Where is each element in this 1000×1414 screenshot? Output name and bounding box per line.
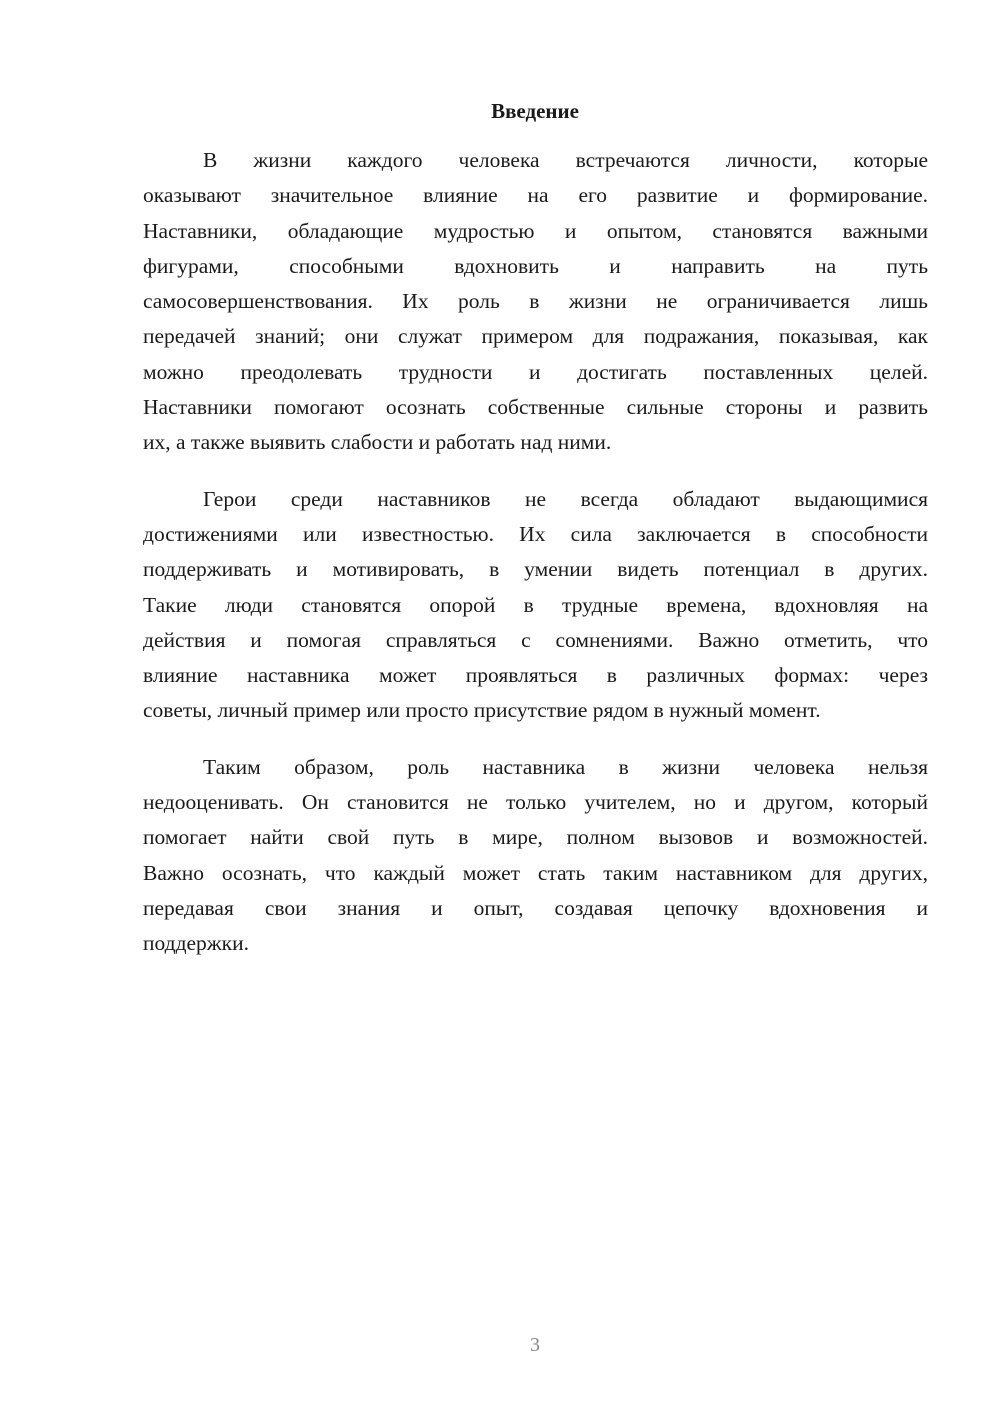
page-number: 3: [530, 1334, 540, 1356]
text-line: Наставники помогают осознать собственные сильные стороны и развить: [143, 395, 928, 420]
text-line: Такие люди становятся опорой в трудные времена, вдохновляя на: [143, 592, 928, 617]
text-line: Герои среди наставников не всегда обладают выдающимися: [203, 486, 928, 511]
text-line: поддерживать и мотивировать, в умении видеть потенциал в других.: [143, 557, 928, 582]
text-line: их, а также выявить слабости и работать над ними.: [143, 430, 612, 455]
text-line: Наставники, обладающие мудростью и опытом, становятся важными: [143, 218, 928, 243]
document-body: [143, 143, 928, 983]
text-line: фигурами, способными вдохновить и направить на путь: [143, 253, 928, 278]
text-line: передавая свои знания и опыт, создавая цепочку вдохновения и: [143, 895, 928, 920]
text-line: оказывают значительное влияние на его развитие и формирование.: [143, 183, 928, 208]
text-line: передачей знаний; они служат примером для подражания, показывая, как: [143, 324, 928, 349]
text-line: Важно осознать, что каждый может стать таким наставником для других,: [143, 860, 928, 885]
paragraph: [143, 750, 928, 962]
paragraph: [143, 143, 928, 461]
text-line: можно преодолевать трудности и достигать поставленных целей.: [143, 359, 928, 384]
text-line: советы, личный пример или просто присутствие рядом в нужный момент.: [143, 698, 821, 723]
text-line: поддержки.: [143, 931, 249, 956]
text-line: недооценивать. Он становится не только учителем, но и другом, который: [143, 790, 928, 815]
text-line: достижениями или известностью. Их сила заключается в способности: [143, 521, 928, 546]
section-title: Введение: [491, 99, 579, 123]
text-line: В жизни каждого человека встречаются личности, которые: [203, 148, 928, 172]
text-line: Таким образом, роль наставника в жизни человека нельзя: [203, 754, 928, 779]
text-line: влияние наставника может проявляться в различных формах: через: [143, 663, 928, 688]
text-line: помогает найти свой путь в мире, полном вызовов и возможностей.: [143, 825, 928, 850]
text-line: действия и помогая справляться с сомнениями. Важно отметить, что: [143, 627, 928, 652]
paragraph: [143, 482, 928, 729]
text-line: самосовершенствования. Их роль в жизни не ограничивается лишь: [143, 289, 928, 314]
